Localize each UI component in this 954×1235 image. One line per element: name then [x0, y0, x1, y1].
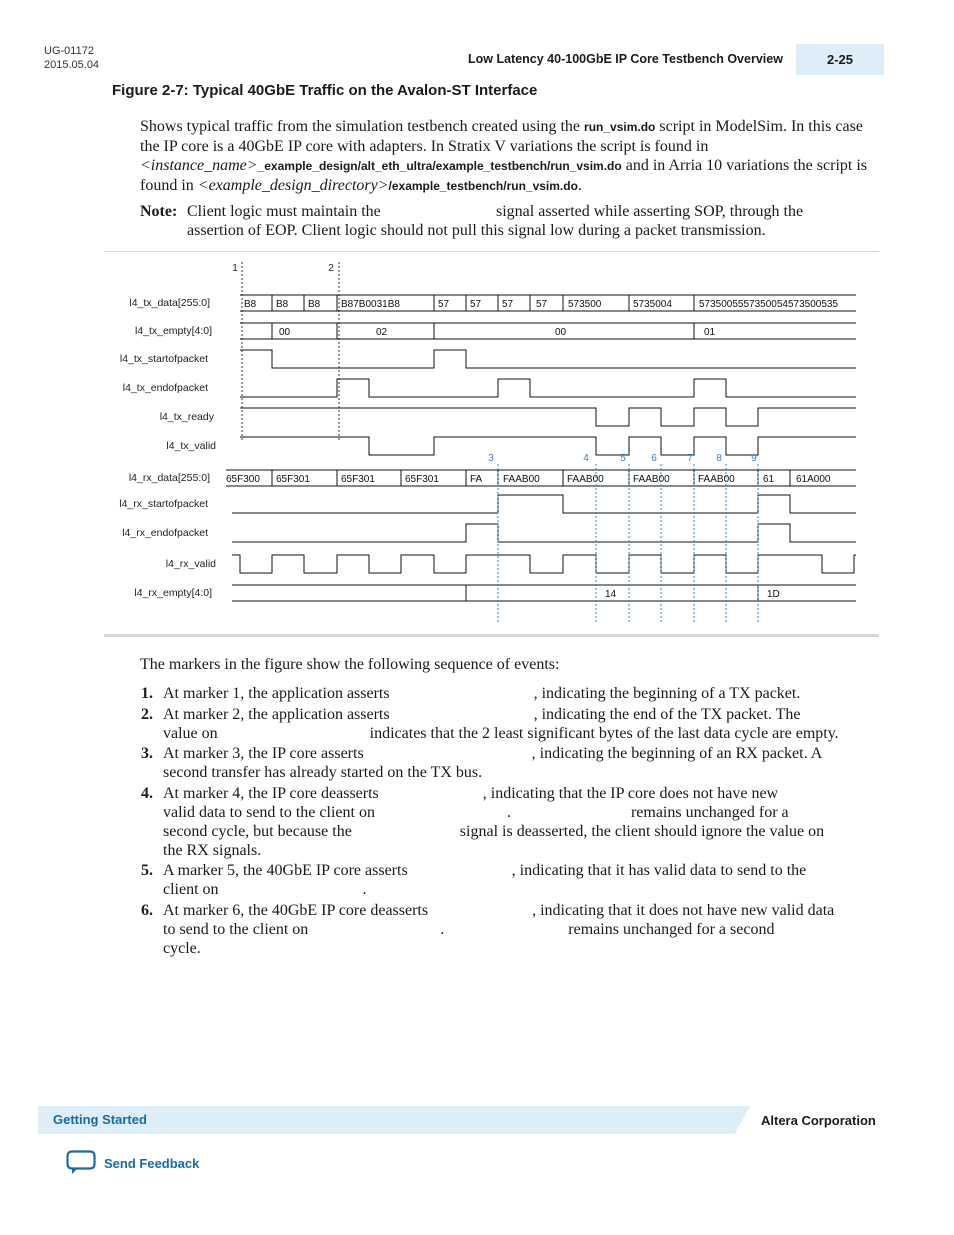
event-item — [141, 684, 873, 703]
bus-value: 65F301 — [276, 474, 310, 485]
bus-value: 573500 — [568, 299, 602, 310]
note-text-b: signal asserted while asserting SOP, through the — [496, 203, 804, 220]
event-line: At marker 4, the IP core deasserts , indicating that the IP core does not have new — [163, 785, 779, 802]
signal-waveform — [240, 408, 856, 426]
signal-waveform — [232, 524, 856, 542]
signal-label: l4_rx_data[255:0] — [128, 472, 210, 484]
event-line: At marker 6, the 40GbE IP core deasserts , indicating that it does not have new valid data — [163, 902, 835, 919]
markers-intro: The markers in the figure show the following sequence of events: — [140, 656, 560, 673]
bus-value: 61 — [763, 474, 775, 485]
bus-value: 14 — [605, 589, 617, 600]
bus-values — [226, 299, 838, 600]
doc-number: UG-01172 — [44, 45, 94, 57]
bus-value: B87B0031B8 — [341, 299, 400, 310]
event-line: client on . — [163, 881, 367, 898]
marker-label: 8 — [716, 453, 722, 464]
marker-labels — [232, 263, 757, 464]
timing-diagram — [104, 252, 879, 642]
event-item — [141, 705, 873, 743]
event-line: second cycle, but because the signal is deasserted, the client should ignore the value on — [163, 823, 825, 840]
event-line: At marker 3, the IP core asserts , indicating the beginning of an RX packet. A — [163, 745, 823, 762]
signal-label: l4_tx_ready — [159, 411, 214, 423]
signal-label: l4_tx_startofpacket — [119, 353, 208, 365]
event-item — [141, 861, 873, 899]
event-number: 2. — [141, 706, 153, 723]
marker-lines — [242, 262, 758, 622]
bus-value: FAAB00 — [567, 474, 604, 485]
event-line: At marker 1, the application asserts , indicating the beginning of a TX packet. — [163, 685, 801, 702]
note-text-a: Client logic must maintain the — [187, 203, 381, 220]
desc-code-script: run_vsim.do — [584, 120, 656, 134]
bus-value: 1D — [767, 589, 780, 600]
event-number: 6. — [141, 902, 153, 919]
marker-label: 6 — [651, 453, 657, 464]
note-body — [187, 202, 867, 240]
bus-value: 65F301 — [405, 474, 439, 485]
bus-value: B8 — [244, 299, 257, 310]
event-line: second transfer has already started on the TX bus. — [163, 764, 483, 781]
signal-labels — [119, 297, 216, 599]
signal-label: l4_tx_data[255:0] — [129, 297, 210, 309]
bus-value: 01 — [704, 327, 716, 338]
signal-label: l4_tx_valid — [166, 440, 216, 452]
footer-company: Altera Corporation — [761, 1113, 876, 1128]
event-number: 3. — [141, 745, 153, 762]
bus-value: B8 — [308, 299, 321, 310]
bus-value: FAAB00 — [698, 474, 735, 485]
desc-text-2: script in ModelSim. In this case the IP core is a 40GbE IP core with adapters. In Stratix V variations the script is found in — [140, 118, 863, 155]
marker-label: 9 — [751, 453, 757, 464]
document-id — [44, 44, 99, 72]
bus-value: 5735004 — [633, 299, 672, 310]
desc-code-path-arria: /example_testbench/run_vsim.do — [388, 179, 578, 193]
marker-label: 4 — [583, 453, 589, 464]
bus-value: FAAB00 — [633, 474, 670, 485]
header-page-number — [796, 44, 884, 75]
bus-value: B8 — [276, 299, 289, 310]
header-section-title: Low Latency 40-100GbE IP Core Testbench Overview — [468, 52, 783, 66]
figure-bottom-rule — [104, 634, 879, 637]
event-line: to send to the client on . remains unchanged for a second — [163, 921, 775, 938]
note-label: Note: — [140, 203, 178, 220]
event-item — [141, 784, 873, 860]
event-number: 4. — [141, 785, 153, 802]
desc-text-4: . — [577, 177, 582, 194]
bus-value: 5735005557350054573500535 — [699, 299, 839, 310]
speech-bubble-icon — [66, 1150, 96, 1176]
signal-label: l4_tx_endofpacket — [122, 382, 208, 394]
signal-label: l4_rx_valid — [165, 558, 216, 570]
marker-label: 2 — [328, 263, 334, 274]
event-item — [141, 901, 873, 958]
signal-waveform — [232, 495, 856, 513]
event-line: cycle. — [163, 940, 201, 957]
figure-description — [140, 117, 870, 196]
marker-label: 7 — [687, 453, 693, 464]
bus-value: 00 — [555, 327, 567, 338]
bus-value: 65F300 — [226, 474, 260, 485]
bus-value: 61A000 — [796, 474, 831, 485]
desc-italic-instance: <instance_name> — [140, 157, 258, 174]
signal-waveform — [240, 379, 856, 397]
signal-waveform — [240, 437, 856, 455]
figure-caption: Figure 2-7: Typical 40GbE Traffic on the Avalon-ST Interface — [112, 82, 538, 99]
page-number: 2-25 — [826, 52, 854, 67]
bus-value: 57 — [536, 299, 548, 310]
bus-value: 57 — [438, 299, 450, 310]
signal-label: l4_rx_empty[4:0] — [134, 587, 212, 599]
event-line: valid data to send to the client on . remains unchanged for a — [163, 804, 789, 821]
event-item — [141, 744, 873, 782]
signal-label: l4_tx_empty[4:0] — [134, 325, 212, 337]
footer-chapter-link[interactable]: Getting Started — [53, 1112, 147, 1127]
bus-value: FA — [470, 474, 483, 485]
marker-label: 3 — [488, 453, 494, 464]
bus-value: FAAB00 — [503, 474, 540, 485]
send-feedback-link[interactable] — [66, 1150, 199, 1176]
bus-value: 57 — [470, 299, 482, 310]
desc-text-1: Shows typical traffic from the simulation testbench created using the — [140, 118, 585, 135]
desc-italic-dir: <example_design_directory> — [197, 177, 389, 194]
event-line: value on indicates that the 2 least significant bytes of the last data cycle are empty. — [163, 725, 839, 742]
event-number: 1. — [141, 685, 153, 702]
event-line: A marker 5, the 40GbE IP core asserts , indicating that it has valid data to send to the — [163, 862, 807, 879]
signal-label: l4_rx_endofpacket — [122, 527, 208, 539]
marker-label: 5 — [620, 453, 626, 464]
doc-date: 2015.05.04 — [44, 59, 100, 71]
signal-waveform — [240, 350, 856, 368]
desc-text-3: and in Arria 10 variations the script is found in — [140, 157, 867, 194]
note-text-c: assertion of EOP. Client logic should not pull this signal low during a packet transmission. — [187, 222, 766, 239]
marker-label: 1 — [232, 263, 238, 274]
signal-label: l4_rx_startofpacket — [119, 498, 208, 510]
send-feedback-label: Send Feedback — [104, 1155, 200, 1171]
bus-value: 02 — [376, 327, 388, 338]
desc-code-path-stratix: _example_design/alt_eth_ultra/example_testbench/run_vsim.do — [257, 159, 622, 173]
bus-value: 65F301 — [341, 474, 375, 485]
signal-waveform — [232, 555, 856, 573]
bus-value: 57 — [502, 299, 514, 310]
event-number: 5. — [141, 862, 153, 879]
event-line: At marker 2, the application asserts , indicating the end of the TX packet. The — [163, 706, 801, 723]
event-line: the RX signals. — [163, 842, 262, 859]
waveforms — [226, 295, 856, 601]
bus-value: 00 — [279, 327, 291, 338]
